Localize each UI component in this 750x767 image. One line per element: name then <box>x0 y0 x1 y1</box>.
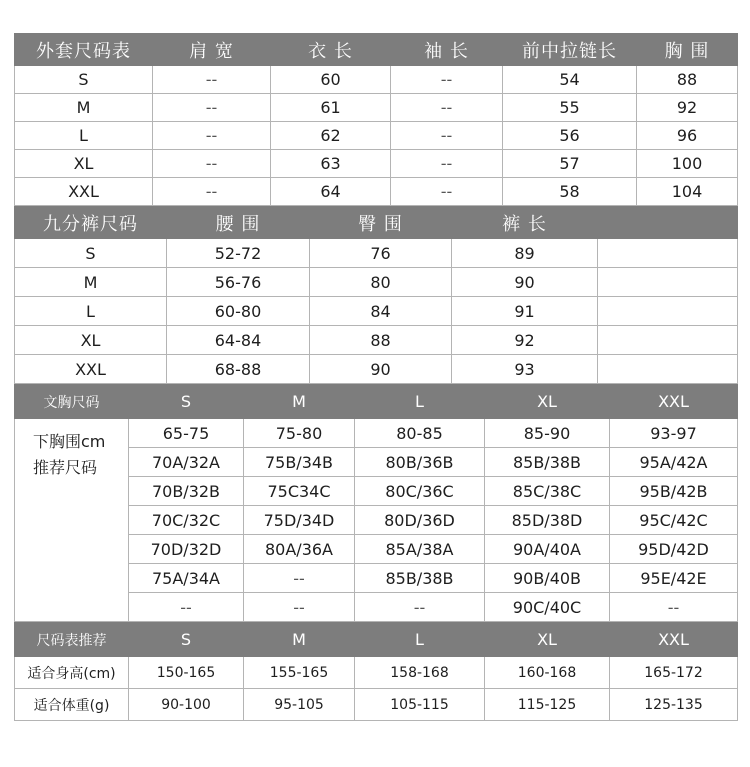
table-cell: 95C/42C <box>610 506 738 535</box>
table-cell <box>598 297 738 326</box>
bra-header-cell: S <box>129 385 244 419</box>
table-cell: 80A/36A <box>244 535 355 564</box>
pants-header-row <box>15 207 738 239</box>
jacket-header-cell: 袖 长 <box>391 34 503 66</box>
bra-header-cell: L <box>355 385 485 419</box>
table-cell: 92 <box>637 94 738 122</box>
table-cell: 56 <box>503 122 637 150</box>
height-label: 适合身高(cm) <box>15 657 129 689</box>
table-cell: 92 <box>452 326 598 355</box>
table-cell: 85C/38C <box>485 477 610 506</box>
table-cell: 64-84 <box>167 326 310 355</box>
table-cell: -- <box>244 564 355 593</box>
recommend-header-cell: XL <box>485 623 610 657</box>
recommend-size-table <box>14 622 738 721</box>
size-label: XXL <box>15 178 153 206</box>
size-label: L <box>15 297 167 326</box>
table-cell: -- <box>244 593 355 622</box>
table-cell: 54 <box>503 66 637 94</box>
table-cell: 90 <box>452 268 598 297</box>
table-cell: 60-80 <box>167 297 310 326</box>
table-cell: -- <box>153 66 271 94</box>
size-label: XL <box>15 326 167 355</box>
table-cell: -- <box>391 66 503 94</box>
table-cell: -- <box>610 593 738 622</box>
recommend-header-cell: XXL <box>610 623 738 657</box>
table-cell: 125-135 <box>610 689 738 721</box>
table-cell: 96 <box>637 122 738 150</box>
size-label: M <box>15 94 153 122</box>
table-cell: 88 <box>637 66 738 94</box>
bra-size-table <box>14 384 738 622</box>
table-cell: 76 <box>310 239 452 268</box>
pants-header-cell: 裤 长 <box>452 207 598 239</box>
table-cell: 80D/36D <box>355 506 485 535</box>
table-cell: 90-100 <box>129 689 244 721</box>
table-cell: 100 <box>637 150 738 178</box>
underbust-label: 下胸围cm <box>33 432 106 451</box>
table-cell: 115-125 <box>485 689 610 721</box>
table-cell: 75A/34A <box>129 564 244 593</box>
table-cell: -- <box>391 178 503 206</box>
table-cell <box>598 268 738 297</box>
table-cell: 150-165 <box>129 657 244 689</box>
table-cell: 65-75 <box>129 419 244 448</box>
table-cell: 57 <box>503 150 637 178</box>
table-cell: 75B/34B <box>244 448 355 477</box>
table-row <box>15 66 738 94</box>
bra-header-cell: XL <box>485 385 610 419</box>
pants-header-cell: 九分裤尺码 <box>15 207 167 239</box>
table-cell: 80 <box>310 268 452 297</box>
table-cell: 95A/42A <box>610 448 738 477</box>
bra-header-row <box>15 385 738 419</box>
table-cell: 63 <box>271 150 391 178</box>
table-cell: 61 <box>271 94 391 122</box>
table-cell: 85B/38B <box>355 564 485 593</box>
table-cell: 91 <box>452 297 598 326</box>
pants-header-cell: 腰 围 <box>167 207 310 239</box>
table-cell: 85-90 <box>485 419 610 448</box>
table-cell: 85D/38D <box>485 506 610 535</box>
table-cell: 70B/32B <box>129 477 244 506</box>
table-cell: -- <box>391 122 503 150</box>
size-label: M <box>15 268 167 297</box>
jacket-header-cell: 肩 宽 <box>153 34 271 66</box>
table-cell: 70C/32C <box>129 506 244 535</box>
jacket-header-cell: 外套尺码表 <box>15 34 153 66</box>
table-cell: 85A/38A <box>355 535 485 564</box>
table-row <box>15 268 738 297</box>
size-chart-sheet <box>14 33 737 721</box>
table-cell <box>598 326 738 355</box>
table-cell: 93 <box>452 355 598 384</box>
table-cell: 70A/32A <box>129 448 244 477</box>
table-cell: 75-80 <box>244 419 355 448</box>
table-cell: -- <box>153 94 271 122</box>
jacket-header-cell: 前中拉链长 <box>503 34 637 66</box>
table-cell: 84 <box>310 297 452 326</box>
table-cell: -- <box>391 150 503 178</box>
table-cell: 90C/40C <box>485 593 610 622</box>
bra-header-cell: XXL <box>610 385 738 419</box>
recommend-header-cell: 尺码表推荐 <box>15 623 129 657</box>
table-cell: 95E/42E <box>610 564 738 593</box>
recommend-header-cell: M <box>244 623 355 657</box>
table-row <box>15 122 738 150</box>
table-row <box>15 419 738 448</box>
jacket-header-row <box>15 34 738 66</box>
table-cell: 158-168 <box>355 657 485 689</box>
table-cell: 160-168 <box>485 657 610 689</box>
pants-header-cell <box>598 207 738 239</box>
table-row <box>15 178 738 206</box>
jacket-header-cell: 衣 长 <box>271 34 391 66</box>
table-cell: -- <box>153 122 271 150</box>
table-cell: 90A/40A <box>485 535 610 564</box>
table-cell <box>598 355 738 384</box>
size-label: S <box>15 239 167 268</box>
table-cell: 85B/38B <box>485 448 610 477</box>
table-row <box>15 657 738 689</box>
pants-header-cell: 臀 围 <box>310 207 452 239</box>
table-cell: 80C/36C <box>355 477 485 506</box>
table-cell: 80B/36B <box>355 448 485 477</box>
size-label: L <box>15 122 153 150</box>
table-row <box>15 239 738 268</box>
table-row <box>15 94 738 122</box>
table-cell: 88 <box>310 326 452 355</box>
table-cell: 75C34C <box>244 477 355 506</box>
table-cell: 75D/34D <box>244 506 355 535</box>
pants-size-table <box>14 206 738 384</box>
table-cell: -- <box>355 593 485 622</box>
table-cell: 68-88 <box>167 355 310 384</box>
table-cell: 95-105 <box>244 689 355 721</box>
table-cell: 93-97 <box>610 419 738 448</box>
table-row <box>15 355 738 384</box>
table-cell: 52-72 <box>167 239 310 268</box>
table-row <box>15 689 738 721</box>
table-cell: -- <box>153 178 271 206</box>
weight-label: 适合体重(g) <box>15 689 129 721</box>
table-cell: 95B/42B <box>610 477 738 506</box>
table-cell: 155-165 <box>244 657 355 689</box>
table-cell: 56-76 <box>167 268 310 297</box>
table-cell: 80-85 <box>355 419 485 448</box>
size-label: XL <box>15 150 153 178</box>
jacket-size-table <box>14 33 738 206</box>
table-cell: 89 <box>452 239 598 268</box>
bra-header-cell: M <box>244 385 355 419</box>
size-label: XXL <box>15 355 167 384</box>
table-row <box>15 326 738 355</box>
table-cell: 95D/42D <box>610 535 738 564</box>
recommend-header-row <box>15 623 738 657</box>
recommended-size-label: 推荐尺码 <box>33 458 98 477</box>
table-cell: 55 <box>503 94 637 122</box>
recommend-header-cell: S <box>129 623 244 657</box>
table-row <box>15 150 738 178</box>
table-cell: 104 <box>637 178 738 206</box>
size-label: S <box>15 66 153 94</box>
table-cell: -- <box>391 94 503 122</box>
table-cell: 60 <box>271 66 391 94</box>
table-cell: 165-172 <box>610 657 738 689</box>
table-cell: 58 <box>503 178 637 206</box>
table-cell: 70D/32D <box>129 535 244 564</box>
table-cell <box>598 239 738 268</box>
table-row <box>15 297 738 326</box>
recommend-header-cell: L <box>355 623 485 657</box>
table-cell: 64 <box>271 178 391 206</box>
table-cell: 105-115 <box>355 689 485 721</box>
bra-header-cell: 文胸尺码 <box>15 385 129 419</box>
bra-row-label <box>15 419 129 622</box>
table-cell: -- <box>153 150 271 178</box>
jacket-header-cell: 胸 围 <box>637 34 738 66</box>
table-cell: 62 <box>271 122 391 150</box>
table-cell: -- <box>129 593 244 622</box>
table-cell: 90 <box>310 355 452 384</box>
table-cell: 90B/40B <box>485 564 610 593</box>
